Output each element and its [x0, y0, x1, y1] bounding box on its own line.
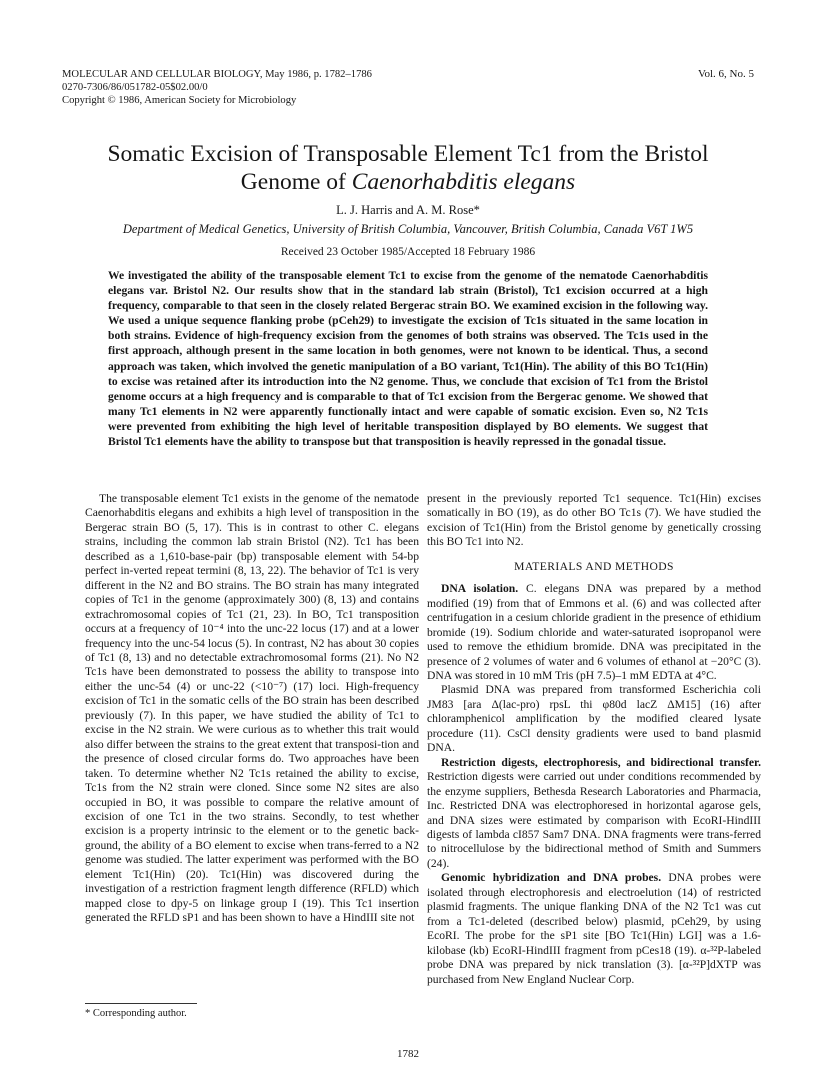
title-species: Caenorhabditis elegans: [351, 169, 576, 195]
title-line-1: Somatic Excision of Transposable Element Tc1 from the Bristol: [107, 141, 709, 167]
dna-isolation-heading: DNA isolation.: [441, 582, 519, 596]
journal-copyright: Copyright © 1986, American Society for Microbiology: [62, 95, 297, 107]
dna-isolation-paragraph: [427, 582, 761, 683]
footnote-divider: [85, 1003, 197, 1004]
article-title: [60, 140, 756, 196]
journal-header: [62, 68, 372, 108]
restriction-paragraph: [427, 756, 761, 872]
page-number: 1782: [397, 1048, 419, 1060]
footnote: * Corresponding author.: [85, 1008, 187, 1019]
restriction-heading: Restriction digests, electrophoresis, and bidirectional transfer.: [441, 755, 761, 769]
journal-citation: MOLECULAR AND CELLULAR BIOLOGY, May 1986, p. 1782–1786: [62, 69, 372, 80]
author-list: L. J. Harris and A. M. Rose*: [336, 203, 480, 217]
genomic-text: DNA probes were isolated through electrophoresis and electroelution (14) of restricted plasmid fragments. The unique flanking DNA of the N2 Tc1 was cut from a Tc1-deleted (described below) plasmid, pCeh29, by using EcoRI. The probe for the sP1 site [BO Tc1(Hin) LGI] was a 1.6-kilobase (kb) EcoRI-HindIII fragment from pCes18 (19). α-³²P-labeled probe DNA was prepared by nick translation (3). [α-³²P]dXTP was purchased from New England Nuclear Corp.: [427, 871, 762, 986]
received-dates: Received 23 October 1985/Accepted 18 February 1986: [280, 246, 536, 258]
title-line-2: [60, 168, 756, 196]
methods-heading: MATERIALS AND METHODS: [514, 559, 674, 573]
dna-isolation-text: C. elegans DNA was prepared by a method modified (19) from that of Emmons et al. (6) and was collected after centrifugation in a cesium chloride gradient in the presence of ethidium bromide (19). Sodium chloride and water-saturated isopropanol were used to remove the ethidium bromide. DNA was precipitated in the presence of 2 volumes of water and 6 volumes of ethanol at −20°C (3). DNA was stored in 10 mM Tris (pH 7.5)–1 mM EDTA at 4°C.: [427, 582, 761, 682]
abstract: We investigated the ability of the transposable element Tc1 to excise from the genome of the nematode Caenorhabditis elegans var. Bristol N2. Our results show that in the standard lab strain (Bristol), Tc1 excision occurred at a high frequency, comparable to that seen in the closely related Bergerac strain BO. We examined excision in the following way. We used a unique sequence flanking probe (pCeh29) to investigate the excision of Tc1s situated in the same location in both strains. Evidence of high-frequency excision from the genomes of both strains was observed. The Tc1s used in the first approach, although present in the same location in both genomes, were not known to be identical. Thus, a second approach was taken, which involved the genetic manipulation of a BO variant, Tc1(Hin). The ability of this BO Tc1(Hin) to excise was retained after its introduction into the N2 genome. Thus, we conclude that excision of Tc1 from the Bristol genome occurs at a high frequency and is comparable to that of Tc1 excision from the Bergerac genome. We showed that many Tc1 elements in N2 were apparently functionally intact and were capable of somatic excision. Even so, N2 Tc1s were prevented from exhibiting the high level of heritable transposition displayed by BO elements. We suggest that Bristol Tc1 elements have the ability to transpose but that transposition is heavily repressed in the gonadal tissue.: [108, 269, 708, 449]
affiliation: Department of Medical Genetics, University of British Columbia, Vancouver, British Columbia, Canada V6T 1W5: [122, 222, 694, 236]
genomic-paragraph: [427, 871, 761, 987]
right-column: [427, 492, 761, 987]
restriction-text: Restriction digests were carried out under conditions recommended by the enzyme suppliers, Bethesda Research Laboratories and Pharmacia, Inc. Restricted DNA was electrophoresed in horizontal agarose gels, and DNA sizes were estimated by comparison with EcoRI-HindIII digests of lambda cI857 Sam7 DNA. DNA fragments were trans-ferred to nitrocellulose by the bidirectional method of Smith and Summers (24).: [427, 770, 761, 870]
intro-paragraph: The transposable element Tc1 exists in the genome of the nematode Caenorhabditis elegans and exhibits a high level of transposition in the Bergerac strain BO (5, 17). This is in contrast to other C. elegans strains, including the common lab strain Bristol (N2). Tc1 has been described as a 1,610-base-pair (bp) transposable element with 54-bp perfect in-verted repeat termini (8, 13, 22). The behavior of Tc1 is very different in the N2 and BO strains. The BO strain has many integrated copies of Tc1 in the genome (approximately 300) (8, 13) and contains extrachromosomal copies of Tc1 (21, 23). In BO, Tc1 transposition occurs at a frequency of 10⁻⁴ into the unc-22 locus (17) and at a lower frequency into the unc-54 locus (5). In contrast, N2 has about 30 copies of Tc1 (8, 13) and no detectable extrachromosomal forms (21). No N2 Tc1s have been demonstrated to possess the ability to transpose into either the unc-54 (4) or unc-22 (<10⁻⁷) (17) loci. High-frequency excision of Tc1 in the somatic cells of the BO strain has been described previously (7). In this paper, we have studied the ability of Tc1 to excise in the N2 strain. We were curious as to whether this trait would also differ between the strains to the great extent that transposi-tion and the presence of closed circular forms do. Two approaches have been taken. To determine whether N2 Tc1s retained the ability to excise, Tc1s from the N2 strain were cloned. Since some N2 sites are also occupied in BO, it was possible to compare the relative amount of excision of one Tc1 in the two strains. Secondly, to test whether excision is a property intrinsic to the element or to the genetic back-ground, the ability of a BO element to excise when trans-ferred to a N2 genome was studied. The latter experiment was performed with the BO element Tc1(Hin) (20). Tc1(Hin) was discovered during the investigation of a restriction fragment length difference (RFLD) which mapped close to dpy-5 on linkage group I (19). This Tc1 insertion generated the RFLD sP1 and has been shown to have a HindIII site not: [85, 492, 419, 925]
left-column: [85, 492, 419, 926]
title-line-2-prefix: Genome of: [240, 169, 352, 195]
plasmid-paragraph: Plasmid DNA was prepared from transformed Escherichia coli JM83 [ara Δ(lac-pro) rpsL thi φ80d lacZ ΔM15] (16) after chloramphenicol amplification by the modified cleared lysate procedure (11). CsCl density gradients were used to band plasmid DNA.: [427, 683, 761, 755]
intro-continuation: present in the previously reported Tc1 sequence. Tc1(Hin) excises somatically in BO (19), as do other BO Tc1s (7). We have studied the excision of Tc1(Hin) from the Bristol genome by genetically crossing this BO Tc1 into N2.: [427, 492, 761, 549]
volume-label: Vol. 6, No. 5: [697, 68, 754, 80]
genomic-heading: Genomic hybridization and DNA probes.: [441, 871, 662, 885]
journal-code: 0270-7306/86/051782-05$02.00/0: [62, 82, 208, 94]
